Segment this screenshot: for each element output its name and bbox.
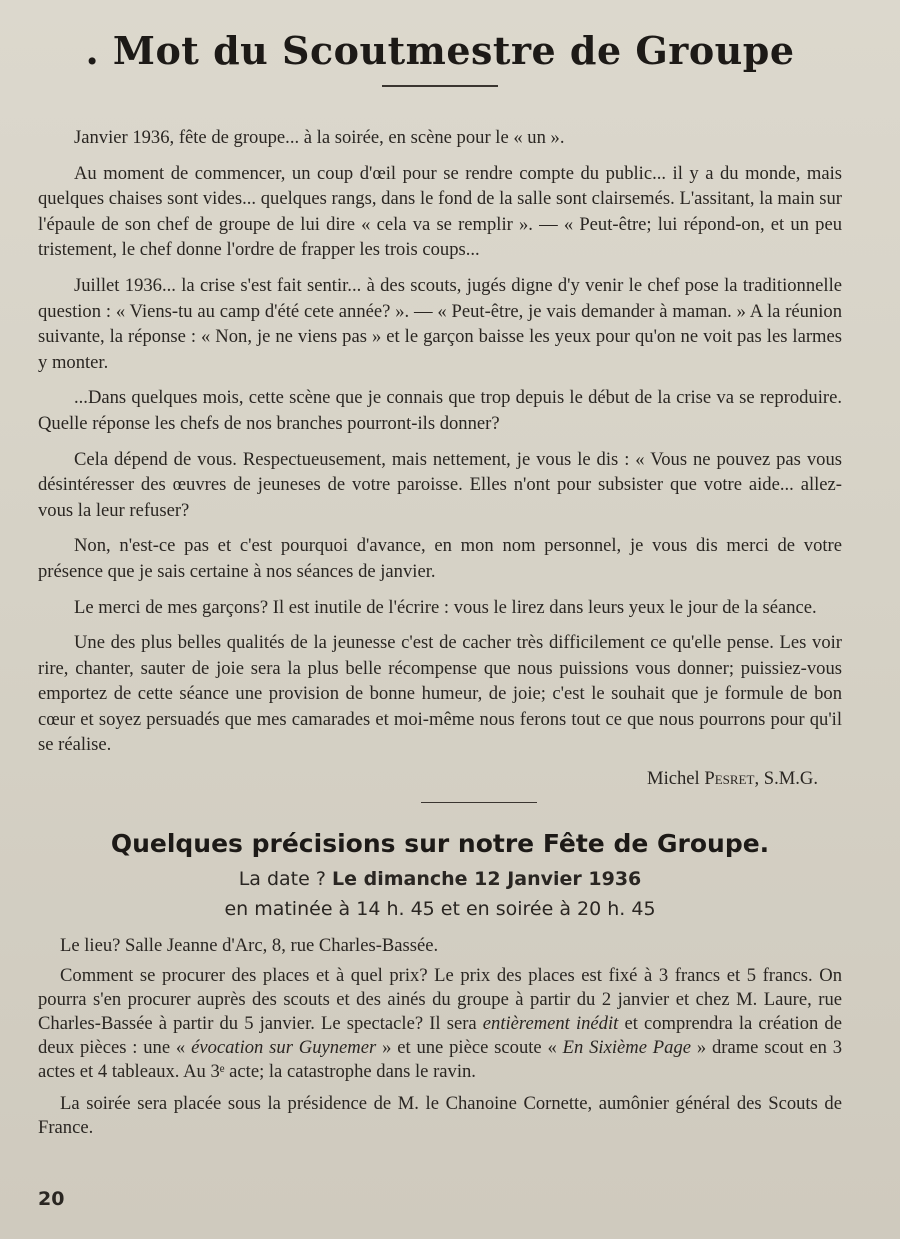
event-date (38, 868, 842, 890)
event-presidency: La soirée sera placée sous la présidence de M. le Chanoine Cornette, aumônier général des Scouts de France. (38, 1093, 842, 1139)
paragraph: Le merci de mes garçons? Il est inutile de l'écrire : vous le lirez dans leurs yeux le jour de la séance. (74, 596, 817, 618)
event-details (38, 934, 842, 1140)
paragraph: Une des plus belles qualités de la jeunesse c'est de cacher très difficilement ce qu'elle pense. Les voir rire, chanter, sauter de joie sera la plus belle récompense que nous puissions vous donner; puissiez-vous emportez de cette séance une provision de bonne humeur, de joie; c'est le souhait que je formule de bon cœur et soyez persuadés que mes camarades et moi-même nous ferons tout ce que nous pourrons pour qu'il se réalise. (38, 632, 842, 756)
event-times: en matinée à 14 h. 45 et en soirée à 20 h. 45 (224, 898, 656, 921)
article-body (38, 125, 842, 758)
play-title-sixieme-page: En Sixième Page (562, 1037, 691, 1059)
author-first-name: Michel (647, 768, 700, 790)
date-value: Le dimanche 12 Janvier 1936 (332, 868, 642, 891)
event-tickets (38, 964, 842, 1084)
paragraph: Janvier 1936, fête de groupe... à la soirée, en scène pour le « un ». (74, 127, 565, 148)
date-question: La date ? (238, 868, 326, 891)
tickets-text-mid2: » et une pièce scoute « (382, 1037, 557, 1059)
author-signature (38, 768, 818, 790)
event-place: Le lieu? Salle Jeanne d'Arc, 8, rue Charles-Bassée. (60, 935, 439, 957)
section-divider (421, 802, 537, 803)
page-number: 20 (38, 1188, 65, 1210)
title-divider (382, 85, 498, 87)
tickets-text-mid: et comprendra la création de deux pièces : une « (38, 1013, 842, 1059)
tickets-text: Comment se procurer des places et à quel prix? Le prix des places est fixé à 3 francs et 5 francs. On pourra s'en procurer auprès des scouts et des ainés du groupe à partir du 2 janvier et chez M. Laure, rue Charles-Bassée à partir du 5 janvier. Le spectacle? Il sera (38, 965, 842, 1035)
article-title: . Mot du Scoutmestre de Groupe (85, 28, 795, 73)
paragraph: ...Dans quelques mois, cette scène que je connais que trop depuis le début de la crise va se reproduire. Quelle réponse les chefs de nos branches pourront-ils donner? (38, 387, 842, 434)
author-title: , S.M.G. (754, 768, 818, 790)
tickets-emphasis: entièrement inédit (482, 1013, 619, 1035)
tickets-text-end: » drame scout en 3 actes et 4 tableaux. Au 3ᵉ acte; la catastrophe dans le ravin. (38, 1037, 843, 1083)
play-title-guynemer: évocation sur Guynemer (191, 1037, 377, 1059)
paragraph: Au moment de commencer, un coup d'œil pour se rendre compte du public... il y a du monde, mais quelques chaises sont vides... quelques rangs, dans le fond de la salle sont clairsemés. L'assitant, la main sur l'épaule de son chef de groupe de lui dire « cela va se remplir ». — « Peut-être; lui répond-on, et un peu tristement, le chef donne l'ordre de frapper les trois coups... (38, 162, 842, 261)
section-heading: Quelques précisions sur notre Fête de Groupe. (110, 829, 770, 859)
paragraph: Non, n'est-ce pas et c'est pourquoi d'avance, en mon nom personnel, je vous dis merci de votre présence que je sais certaine à nos séances de janvier. (38, 535, 842, 582)
author-last-name: Pesret (704, 768, 755, 790)
paragraph: Cela dépend de vous. Respectueusement, mais nettement, je vous le dis : « Vous ne pouvez pas vous désintéresser des œuvres de jeuneses de votre paroisse. Elles n'ont pour subsister que votre aide... allez-vous la leur refuser? (38, 448, 842, 521)
paragraph: Juillet 1936... la crise s'est fait sentir... à des scouts, jugés digne d'y venir le chef pose la traditionnelle question : « Viens-tu au camp d'été cete année? ». — « Peut-être, je vais demander à maman. » A la réunion suivante, la réponse : « Non, je ne viens pas » et le garçon baisse les yeux pour qu'on ne voit pas les larmes y monter. (38, 274, 842, 373)
